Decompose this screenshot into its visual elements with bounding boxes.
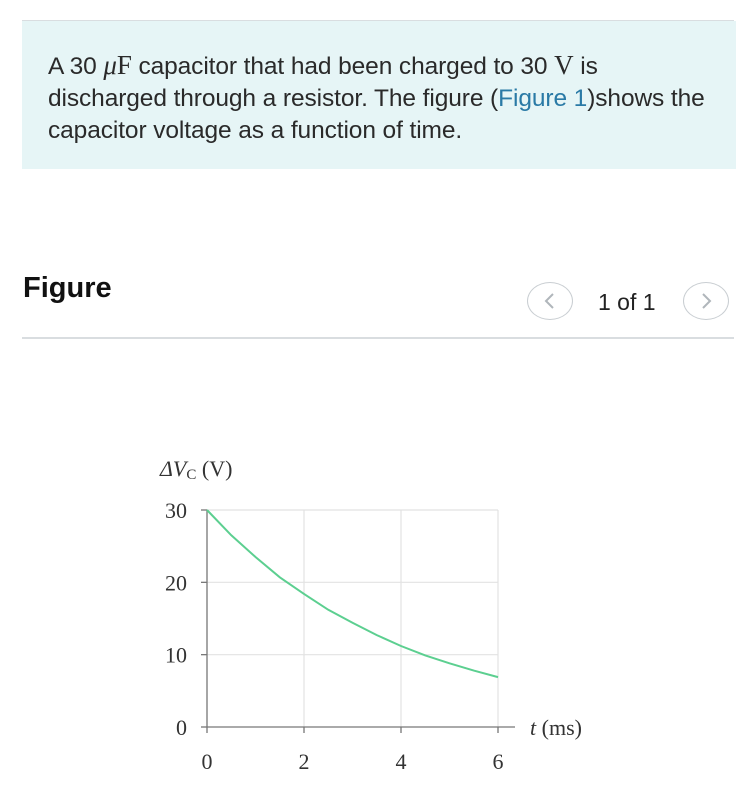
- unit-mu: μ: [103, 50, 117, 80]
- unit-farad: F: [116, 50, 132, 80]
- x-tick-label: 2: [298, 749, 310, 774]
- y-tick-label: 10: [165, 642, 187, 668]
- y-tick-label: 30: [165, 498, 187, 523]
- chart-ticks: [165, 498, 504, 774]
- problem-text-part: A 30: [48, 53, 104, 80]
- x-tick-label: 4: [395, 749, 407, 774]
- problem-text-part: capacitor that had been charged to 30: [131, 53, 555, 80]
- x-tick-label: 0: [201, 749, 213, 774]
- problem-text-part: is discharged through a resistor. The figure (: [48, 53, 598, 112]
- voltage-curve: [207, 510, 498, 677]
- figure-link[interactable]: Figure 1: [498, 85, 588, 112]
- page-indicator: 1 of 1: [598, 289, 656, 315]
- problem-text-part: )shows the capacitor voltage as a function of time.: [48, 85, 705, 144]
- y-axis-label: ΔVC (V): [160, 456, 233, 483]
- chart-axes: [207, 510, 515, 727]
- y-tick-label: 0: [176, 715, 187, 740]
- figure-heading: Figure: [23, 272, 112, 304]
- unit-volt: V: [554, 50, 574, 80]
- y-tick-label: 20: [165, 570, 187, 596]
- x-tick-label: 6: [492, 749, 504, 774]
- x-axis-label: t (ms): [530, 715, 582, 740]
- chart-grid: [207, 510, 498, 727]
